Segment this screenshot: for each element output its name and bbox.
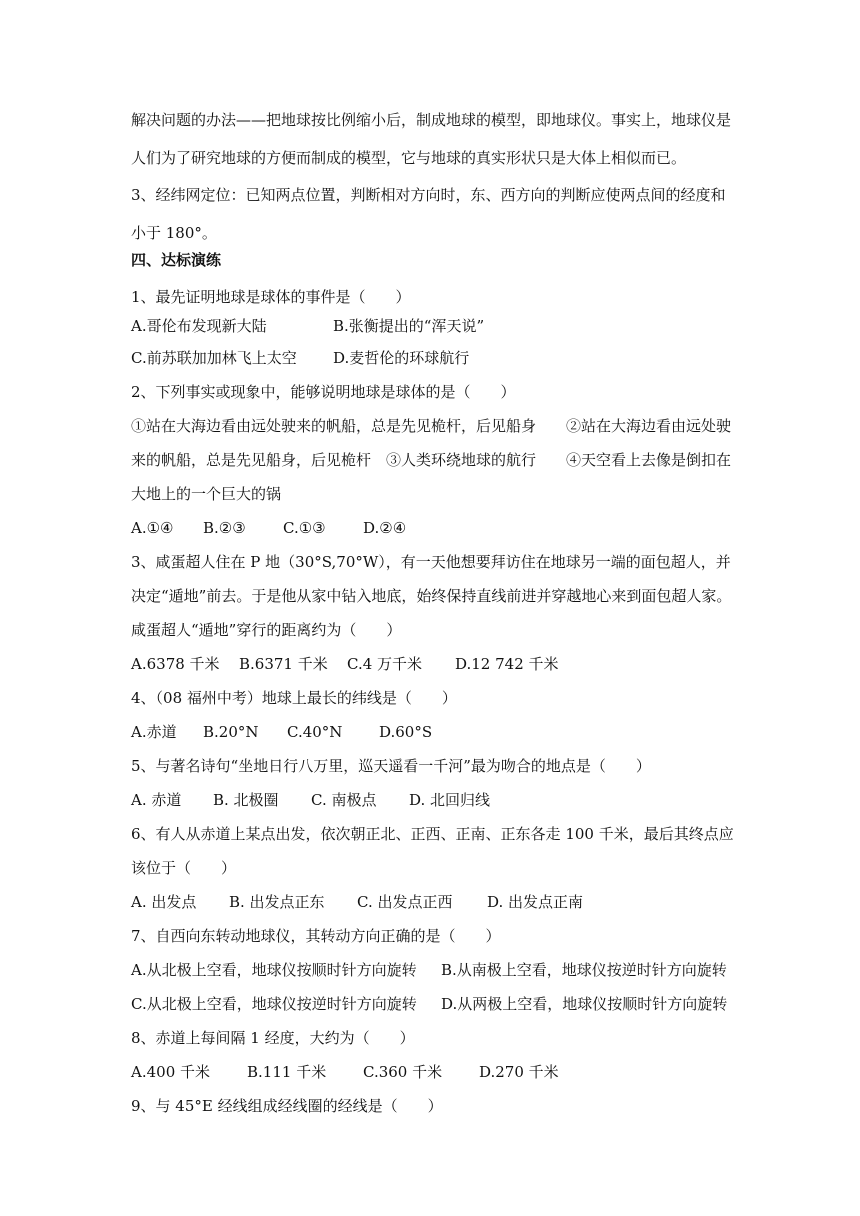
option: A.6378 千米 [131, 655, 220, 673]
option-row [131, 722, 432, 742]
question-stem: 3、咸蛋超人住在 P 地（30°S,70°W），有一天他想要拜访住在地球另一端的面包超人，并 [131, 553, 731, 571]
intro-text-line: 小于 180°。 [131, 224, 217, 242]
section-title: 四、达标演练 [131, 251, 222, 269]
option: A. 出发点 [131, 893, 197, 911]
option: A.从北极上空看，地球仪按顺时针方向旋转 [131, 961, 417, 979]
option: B.111 千米 [247, 1063, 327, 1081]
question-stem: 7、自西向东转动地球仪，其转动方向正确的是（ ） [131, 927, 501, 945]
option: B.②③ [203, 519, 246, 537]
question-text: 来的帆船，总是先见船身，后见桅杆 ③人类环绕地球的航行 ④天空看上去像是倒扣在 [131, 451, 732, 469]
intro-text-line: 人们为了研究地球的方便而制成的模型，它与地球的真实形状只是大体上相似而已。 [131, 149, 687, 167]
option: B. 北极圈 [213, 791, 279, 809]
question-stem: 9、与 45°E 经线组成经线圈的经线是（ ） [131, 1097, 443, 1115]
option-row [131, 960, 727, 980]
option: D.②④ [363, 519, 407, 537]
option: B.20°N [203, 723, 259, 741]
question-stem: 6、有人从赤道上某点出发，依次朝正北、正西、正南、正东各走 100 千米，最后其终点应 [131, 825, 734, 843]
option: B.张衡提出的“浑天说” [333, 317, 485, 335]
option: B.6371 千米 [239, 655, 328, 673]
option-row [131, 1062, 559, 1082]
option: D. 出发点正南 [487, 893, 584, 911]
intro-text-line: 3、经纬网定位：已知两点位置，判断相对方向时，东、西方向的判断应使两点间的经度和 [131, 186, 726, 204]
option: D.从两极上空看，地球仪按顺时针方向旋转 [441, 995, 728, 1013]
option-row [131, 790, 490, 810]
question-stem: 8、赤道上每间隔 1 经度，大约为（ ） [131, 1029, 415, 1047]
option: C.从北极上空看，地球仪按逆时针方向旋转 [131, 995, 417, 1013]
question-stem: 1、最先证明地球是球体的事件是（ ） [131, 288, 411, 306]
option: D.麦哲伦的环球航行 [333, 349, 470, 367]
question-stem: 5、与著名诗句“坐地日行八万里，巡天遥看一千河”最为吻合的地点是（ ） [131, 757, 651, 775]
option: A.①④ [131, 519, 174, 537]
option: C.①③ [283, 519, 326, 537]
question-text: 决定“遁地”前去。于是他从家中钻入地底，始终保持直线前进并穿越地心来到面包超人家。 [131, 587, 732, 605]
option: C.40°N [287, 723, 343, 741]
option: A.哥伦布发现新大陆 [131, 317, 267, 335]
option: B.从南极上空看，地球仪按逆时针方向旋转 [441, 961, 727, 979]
option: D. 北回归线 [409, 791, 491, 809]
option-row [131, 348, 469, 368]
option: C.前苏联加加林飞上太空 [131, 349, 297, 367]
intro-text-line: 解决问题的办法——把地球按比例缩小后，制成地球的模型，即地球仪。事实上，地球仪是 [131, 111, 732, 129]
question-text: ①站在大海边看由远处驶来的帆船，总是先见桅杆，后见船身 ②站在大海边看由远处驶 [131, 417, 732, 435]
option: A.400 千米 [131, 1063, 210, 1081]
option: D.270 千米 [479, 1063, 559, 1081]
option: D.60°S [379, 723, 433, 741]
option: A. 赤道 [131, 791, 182, 809]
option: C. 南极点 [311, 791, 377, 809]
option: C.4 万千米 [347, 655, 423, 673]
question-stem: 2、下列事实或现象中，能够说明地球是球体的是（ ） [131, 383, 516, 401]
option-row [131, 654, 559, 674]
option: C. 出发点正西 [357, 893, 453, 911]
option-row [131, 518, 406, 538]
option: D.12 742 千米 [455, 655, 559, 673]
option: C.360 千米 [363, 1063, 443, 1081]
option-row [131, 316, 484, 336]
option: A.赤道 [131, 723, 177, 741]
question-text: 咸蛋超人“遁地”穿行的距离约为（ ） [131, 621, 402, 639]
question-stem: 4、（08 福州中考）地球上最长的纬线是（ ） [131, 689, 457, 707]
option: B. 出发点正东 [229, 893, 325, 911]
question-text: 大地上的一个巨大的锅 [131, 485, 282, 503]
question-text: 该位于（ ） [131, 859, 237, 877]
option-row [131, 994, 727, 1014]
option-row [131, 892, 583, 912]
